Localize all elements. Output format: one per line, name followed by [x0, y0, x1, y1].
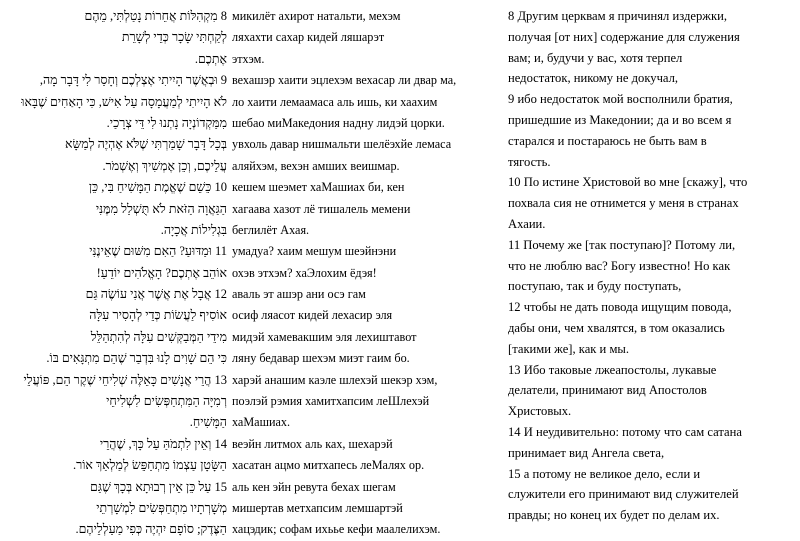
hebrew-line: הַמָּשִׁיחַ.: [189, 415, 227, 430]
transliteration-line: хацэдик; софам ихьье кефи маалелихэм.: [232, 522, 441, 537]
russian-line: правды; но конец их будет по делам их.: [508, 508, 720, 523]
transliteration-line: хаМашиах.: [232, 415, 291, 430]
hebrew-line: 14 וְאֵין לִתְמֹהַּ עַל כָּךְ, שֶׁהֲרֵי: [99, 436, 227, 451]
russian-line: тягость.: [508, 154, 551, 169]
transliteration-line: ляну бедавар шехэм миэт гаим бо.: [232, 351, 410, 366]
transliteration-line: мишертав метхапсим лемшартэй: [232, 500, 403, 515]
hebrew-line: לֹא הָיִיתִי לְמַעֲמָסָה עַל אִישׁ, כִּי הָאַחִים שֶׁבָּאוּ: [21, 94, 227, 109]
russian-line: 10 По истине Христовой во мне [скажу], что: [508, 175, 748, 190]
transliteration-line: умадуа? хаим мешум шеэйнэни: [232, 244, 397, 259]
transliteration-line: веэйн литмох аль ках, шехарэй: [232, 436, 393, 451]
hebrew-line: 15 עַל כֵּן אֵין רְבוּתָא בְּכָךְ שֶׁגַּם: [90, 479, 227, 494]
transliteration-line: хагаава хазот лё тишалель мемени: [232, 201, 411, 216]
transliteration-line: ляхахти сахар кидей ляшарэт: [232, 30, 385, 45]
hebrew-line: מְשָׁרְתָיו מִתְחַפְּשִׂים לִמְשָׁרְתֵי: [96, 500, 227, 515]
russian-line: пришедшие из Македонии; да и во всем я: [508, 112, 732, 127]
russian-column: [508, 6, 796, 526]
hebrew-line: מִידֵי הַמְּבַקְּשִׁים עִלָּה לְהִתְהַלֵּל: [90, 329, 227, 344]
hebrew-line: עֲלֵיכֶם, וְכֵן אֶמְשִׁיךְ וְאֶשְׁמֹר.: [102, 158, 227, 173]
russian-line: что не люблю вас? Богу известно! Но как: [508, 258, 731, 273]
hebrew-line: הַשָּׂטָן עַצְמוֹ מִתְחַפֵּשׂ לְמַלְאַךְ אוֹר.: [72, 458, 227, 473]
russian-line: 11 Почему же [так поступаю]? Потому ли,: [508, 237, 736, 252]
hebrew-line: 8 מִקְהִלּוֹת אֲחֵרוֹת נָטַלְתִּי, מֵהֶם: [84, 9, 227, 23]
russian-line: Ахаии.: [508, 216, 546, 231]
hebrew-line: אֶתְכֶם.: [194, 51, 227, 66]
transliteration-line: аляйхэм, вехэн амших веишмар.: [232, 158, 400, 173]
russian-line: Христовых.: [508, 404, 572, 419]
transliteration-line: шебао миМакедония надну лидэй цорки.: [232, 115, 445, 130]
russian-line: дабы они, чем хвалятся, в том оказались: [508, 320, 725, 335]
transliteration-line: осиф ляасот кидей лехасир эля: [232, 308, 393, 323]
transliteration-line: аль кен эйн ревута бехах шегам: [232, 479, 396, 494]
hebrew-line: מִמַּקְדוֹנְיָה נָתְנוּ לִי דֵּי צְרָכַי.: [106, 115, 227, 130]
hebrew-line: 12 אֲבָל אֶת אֲשֶׁר אֲנִי עוֹשֶׂה גַּם: [85, 287, 227, 302]
russian-line: недостаток, никому не докучал,: [508, 71, 679, 86]
hebrew-line: הַגַּאֲוָה הַזֹּאת לֹא תֻּשְׁלַל מִמֶּנִּי: [95, 201, 227, 216]
russian-line: 15 а потому не великое дело, если и: [508, 466, 701, 481]
hebrew-column: [0, 6, 227, 541]
russian-line: 12 чтобы не дать повода ищущим повода,: [508, 300, 732, 315]
transliteration-line: охэв этхэм? хаЭлохим ёдэя!: [232, 265, 377, 280]
transliteration-line: микилёт ахирот натальти, мехэм: [232, 9, 401, 23]
hebrew-line: אוֹהֵב אֶתְכֶם? הָאֱלֹהִים יוֹדֵעַ!: [96, 265, 227, 280]
transliteration-line: харэй анашим каэле шлехэй шекэр хэм,: [232, 372, 438, 387]
transliteration-line: хасатан ацмо митхапесь леМалях ор.: [232, 458, 425, 473]
transliteration-line: мидэй хамевакшим эля лехиштавот: [232, 329, 417, 344]
transliteration-line: беглилёт Ахая.: [232, 222, 310, 237]
transliteration-line: этхэм.: [232, 51, 265, 66]
transliteration-line: кешем шеэмет хаМашиах би, кен: [232, 180, 405, 195]
russian-line: похвала сия не отнимется у меня в странах: [508, 196, 739, 211]
russian-line: принимает вид Ангела света,: [508, 445, 665, 460]
russian-line: делатели, принимают вид Апостолов: [508, 383, 707, 398]
hebrew-line: לְקַחְתִּי שָׂכָר כְּדֵי לְשָׁרֵת: [121, 30, 227, 45]
transliteration-column: [232, 6, 500, 541]
transliteration-line: аваль эт ашэр ани осэ гам: [232, 287, 366, 302]
russian-line: 9 ибо недостаток мой восполнили братия,: [508, 92, 733, 107]
russian-line: 8 Другим церквам я причинял издержки,: [508, 9, 727, 23]
transliteration-line: поэлэй рэмия хамитхапсим леШлехэй: [232, 394, 430, 409]
russian-line: поступаю, так и буду поступать,: [508, 279, 682, 294]
russian-line: 14 И неудивительно: потому что сам сатана: [508, 424, 742, 439]
hebrew-line: אוֹסִיף לַעֲשׂוֹת כְּדֵי לְהָסִיר עִלָּה: [89, 308, 227, 323]
hebrew-line: בִּגְלִילוֹת אֲכָיָה.: [160, 222, 227, 237]
russian-line: получая [от них] содержание для служения: [508, 29, 740, 44]
russian-line: служители его принимают вид служителей: [508, 487, 739, 502]
hebrew-line: רְמִיָּה הַמִּתְחַפְּשִׂים לִשְׁלִיחֵי: [106, 394, 227, 409]
transliteration-line: вехашэр хаити эцлехэм вехасар ли двар ма,: [232, 73, 457, 88]
russian-line: старался и постараюсь не быть вам в: [508, 133, 707, 148]
russian-line: вам; и, будучи у вас, хотя терпел: [508, 50, 683, 65]
hebrew-line: 9 וּבְאֲשֶׁר הָיִיתִי אֶצְלְכֶם וְחָסַר לִי דָּבָר מָה,: [39, 73, 227, 88]
hebrew-line: כִּי הֵם שָׁוִים לָנוּ בִּדְבַר שֶׁהֵם מִתְגָּאִים בּוֹ.: [46, 351, 227, 366]
russian-line: 13 Ибо таковые лжеапостолы, лукавые: [508, 362, 717, 377]
hebrew-line: הַצֶּדֶק; סוֹפָם יִהְיֶה כְּפִי מַעַלְלֵיהֶם.: [75, 522, 227, 537]
hebrew-line: 11 וּמַדּוּעַ? הַאִם מִשּׁוּם שֶׁאֵינֶנִּי: [89, 244, 227, 259]
hebrew-line: 13 הֲרֵי אֲנָשִׁים כָּאֵלֶּה שְׁלִיחֵי שֶׁקֶר הֵם, פּוֹעֲלֵי: [23, 372, 227, 387]
transliteration-line: ло хаити лемаамаса аль ишь, ки хаахим: [232, 94, 438, 109]
russian-line: [такими же], как и мы.: [508, 341, 630, 356]
hebrew-line: בְּכָל דָּבָר שָׁמַרְתִּי שֶׁלֹּא אֶהְיֶה לְמַשָּׂא: [64, 137, 227, 152]
transliteration-line: увхоль давар нишмальти шелёэхйе лемаса: [232, 137, 452, 152]
hebrew-line: 10 כֵּשֵׁם שֶׁאֱמֶת הַמָּשִׁיחַ בִּי, כֵּן: [88, 180, 227, 195]
